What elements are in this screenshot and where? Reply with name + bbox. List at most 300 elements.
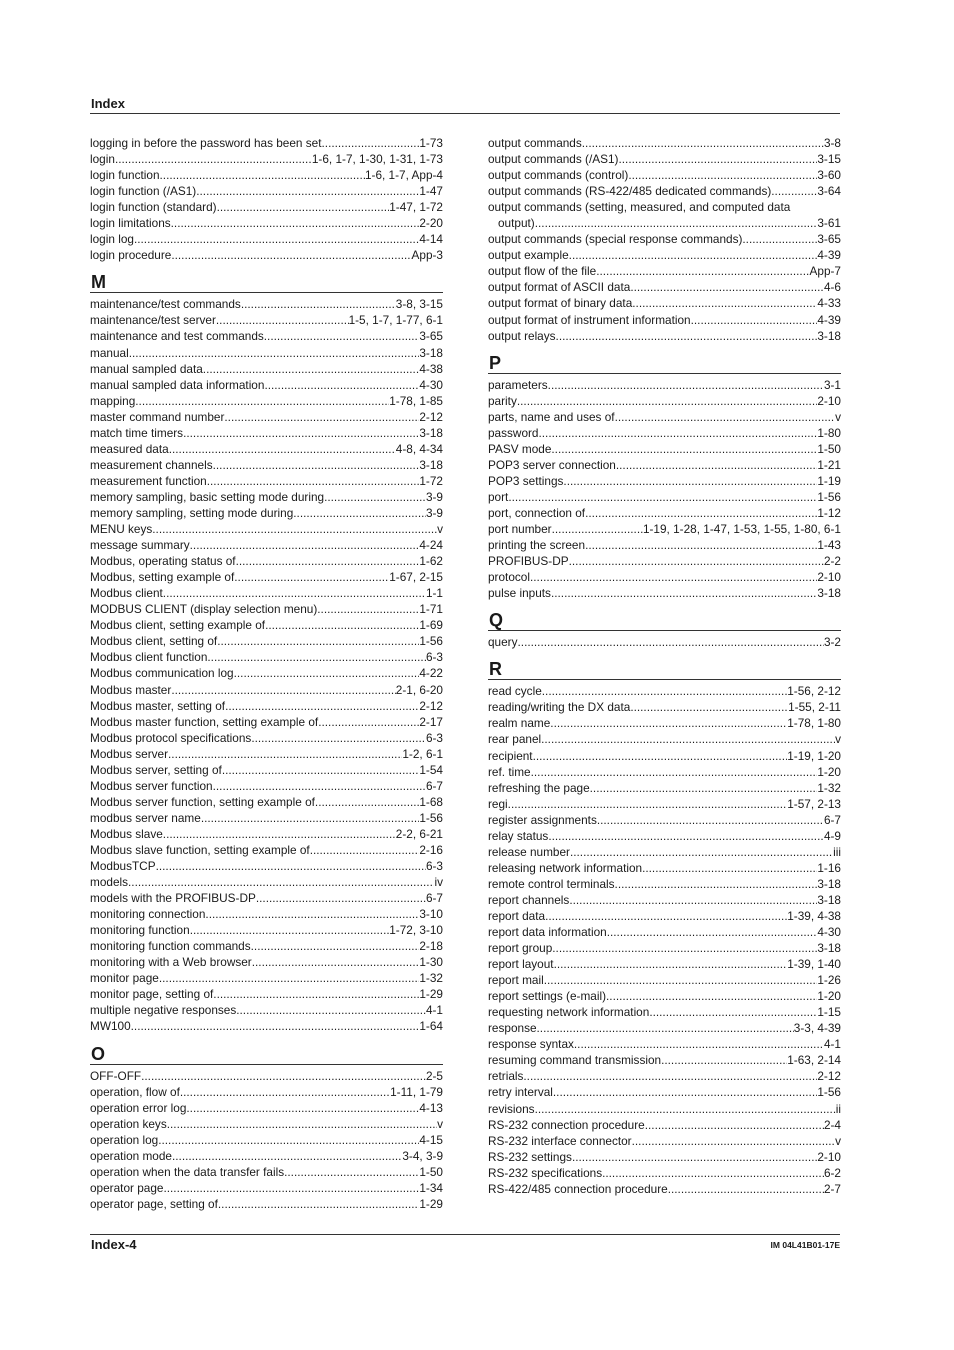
index-entry — [90, 986, 443, 1002]
index-term: memory sampling, basic setting mode during — [90, 489, 325, 504]
index-term: MENU keys — [90, 522, 153, 537]
index-entry — [90, 553, 443, 569]
dot-leader — [553, 1084, 817, 1100]
index-term: monitoring function commands — [90, 939, 251, 954]
index-term: parameters — [488, 377, 548, 392]
dot-leader — [551, 585, 817, 601]
index-term: operation when the data transfer fails — [90, 1164, 285, 1179]
index-pages: 4-30 — [419, 377, 443, 392]
dot-leader — [523, 1068, 817, 1084]
dot-leader — [180, 1084, 390, 1100]
section-letter: Q — [489, 610, 504, 631]
index-term: report data information — [488, 925, 607, 940]
index-entry — [90, 569, 443, 585]
index-entry — [488, 860, 841, 876]
index-term: operation log — [90, 1132, 159, 1147]
dot-leader — [213, 986, 419, 1002]
index-pages: 4-24 — [419, 538, 443, 553]
index-term: Modbus server function — [90, 778, 213, 793]
dot-leader — [251, 730, 426, 746]
index-pages: 1-32 — [419, 971, 443, 986]
index-pages: iv — [434, 875, 443, 890]
dot-leader — [225, 698, 419, 714]
index-pages: 1-47 — [419, 184, 443, 199]
dot-leader — [217, 633, 419, 649]
dot-leader — [131, 1018, 420, 1034]
index-term: realm name — [488, 716, 551, 731]
index-term: multiple negative responses — [90, 1003, 237, 1018]
index-pages: v — [835, 409, 841, 424]
index-pages: 6-2 — [823, 1165, 841, 1180]
index-section — [488, 610, 841, 650]
index-entry — [488, 1117, 841, 1133]
index-term: login log — [90, 232, 134, 247]
index-entry — [488, 135, 841, 151]
index-entry — [90, 938, 443, 954]
index-term: MW100 — [90, 1019, 131, 1034]
index-pages: 6-3 — [425, 650, 443, 665]
index-entry — [488, 876, 841, 892]
section-letter: R — [489, 659, 502, 680]
index-entry — [90, 1132, 443, 1148]
index-entry — [488, 393, 841, 409]
index-entry — [488, 328, 841, 344]
dot-leader — [318, 714, 419, 730]
index-pages: 1-80 — [817, 425, 841, 440]
dot-leader — [771, 183, 817, 199]
index-entry — [90, 505, 443, 521]
index-entry — [90, 377, 443, 393]
index-pages: 1-21 — [817, 457, 841, 472]
index-term: output format of binary data — [488, 296, 633, 311]
dot-leader — [172, 1148, 402, 1164]
dot-leader — [190, 922, 390, 938]
index-pages: 1-19, 1-28, 1-47, 1-53, 1-55, 1-80, 6-1 — [642, 522, 841, 537]
dot-leader — [518, 634, 824, 650]
dot-leader — [607, 924, 818, 940]
index-term: message summary — [90, 538, 190, 553]
index-pages: 3-64 — [817, 184, 841, 199]
dot-leader — [284, 1164, 419, 1180]
index-term: Modbus server — [90, 746, 169, 761]
index-entry — [488, 441, 841, 457]
index-pages: 1-15 — [817, 1005, 841, 1020]
index-term: report settings (e-mail) — [488, 989, 607, 1004]
dot-leader — [251, 938, 420, 954]
index-pages: 3-9 — [425, 489, 443, 504]
index-term: Modbus, operating status of — [90, 554, 236, 569]
index-pages: 2-5 — [425, 1068, 443, 1083]
index-entry — [488, 263, 841, 279]
index-term: rear panel — [488, 732, 542, 747]
index-term: Modbus slave function, setting example of — [90, 842, 310, 857]
index-pages: 3-1 — [823, 377, 841, 392]
index-entry — [90, 151, 443, 167]
index-pages: 2-17 — [419, 714, 443, 729]
index-entry — [90, 762, 443, 778]
index-entry — [90, 714, 443, 730]
footer-page-label: Index-4 — [91, 1237, 137, 1252]
index-pages: 1-6, 1-7, App-4 — [364, 168, 443, 183]
index-entry — [488, 215, 841, 231]
dot-leader — [533, 748, 788, 764]
index-term: OFF-OFF — [90, 1068, 142, 1083]
index-term: retry interval — [488, 1085, 553, 1100]
index-entry — [90, 810, 443, 826]
dot-leader — [207, 649, 426, 665]
dot-leader — [582, 135, 824, 151]
index-term: RS-232 interface connector — [488, 1133, 632, 1148]
index-pages: 2-20 — [419, 216, 443, 231]
index-term: retrials — [488, 1069, 524, 1084]
dot-leader — [216, 312, 349, 328]
dot-leader — [606, 988, 817, 1004]
index-term: RS-422/485 connection procedure — [488, 1181, 668, 1196]
index-entry — [90, 393, 443, 409]
index-entry — [488, 731, 841, 747]
index-entry — [488, 956, 841, 972]
dot-leader — [168, 746, 402, 762]
index-pages: 1-69 — [419, 618, 443, 633]
index-term: login — [90, 152, 115, 167]
index-entry — [90, 794, 443, 810]
index-entry — [90, 537, 443, 553]
index-term: measurement function — [90, 473, 207, 488]
index-entry — [488, 1181, 841, 1197]
index-pages: 2-16 — [419, 842, 443, 857]
index-term: monitoring connection — [90, 907, 206, 922]
index-entry — [90, 842, 443, 858]
index-term: response — [488, 1021, 537, 1036]
index-pages: 1-29 — [419, 1196, 443, 1211]
index-pages: 3-18 — [419, 425, 443, 440]
index-pages: 2-12 — [817, 1069, 841, 1084]
index-term: RS-232 specifications — [488, 1165, 603, 1180]
index-entry — [90, 970, 443, 986]
index-entry — [488, 908, 841, 924]
index-term: monitoring with a Web browser — [90, 955, 252, 970]
dot-leader — [551, 441, 817, 457]
index-entry — [488, 425, 841, 441]
index-pages: 3-65 — [419, 329, 443, 344]
index-term: output format of ASCII data — [488, 280, 631, 295]
index-term: release number — [488, 844, 570, 859]
index-pages: 3-9 — [425, 505, 443, 520]
index-section — [488, 353, 841, 602]
index-term: models with the PROFIBUS-DP — [90, 891, 256, 906]
index-entry — [488, 1101, 841, 1117]
index-term: Modbus client — [90, 586, 163, 601]
index-term: Modbus client function — [90, 650, 208, 665]
index-term: maintenance/test commands — [90, 297, 241, 312]
index-pages: 1-16 — [817, 860, 841, 875]
index-entry — [488, 167, 841, 183]
index-entry — [90, 698, 443, 714]
index-term: POP3 server connection — [488, 457, 616, 472]
index-term: manual sampled data information — [90, 377, 265, 392]
index-pages: 4-9 — [823, 828, 841, 843]
index-term: login procedure — [90, 248, 172, 263]
dot-leader — [256, 890, 426, 906]
index-term: query — [488, 635, 518, 650]
index-section — [90, 1044, 443, 1212]
index-entry — [90, 746, 443, 762]
index-entry — [90, 247, 443, 263]
footer-doc-id: IM 04L41B01-17E — [770, 1240, 840, 1250]
dot-leader — [234, 569, 389, 585]
index-pages: 4-1 — [823, 1037, 841, 1052]
index-term: register assignments — [488, 812, 597, 827]
index-term: protocol — [488, 570, 530, 585]
dot-leader — [169, 441, 396, 457]
index-term: monitor page, setting of — [90, 987, 214, 1002]
index-pages: 3-18 — [817, 892, 841, 907]
index-pages: v — [437, 522, 443, 537]
index-entry — [488, 1004, 841, 1020]
index-pages: 6-7 — [425, 891, 443, 906]
dot-leader — [224, 409, 419, 425]
index-term: RS-232 settings — [488, 1149, 572, 1164]
index-entry — [90, 473, 443, 489]
index-pages: 3-8, 3-15 — [395, 297, 443, 312]
section-rule — [488, 679, 841, 680]
dot-leader — [530, 569, 817, 585]
index-term: operator page, setting of — [90, 1196, 218, 1211]
index-entry — [488, 553, 841, 569]
index-pages: 2-7 — [823, 1181, 841, 1196]
index-pages: 1-32 — [817, 780, 841, 795]
index-term: PASV mode — [488, 441, 552, 456]
dot-leader — [542, 683, 787, 699]
dot-leader — [554, 956, 788, 972]
dot-leader — [218, 1196, 419, 1212]
index-pages: 3-18 — [419, 345, 443, 360]
dot-leader — [159, 970, 420, 986]
dot-leader — [205, 906, 419, 922]
index-pages: 1-19 — [817, 473, 841, 488]
index-entry — [488, 1068, 841, 1084]
dot-leader — [213, 457, 420, 473]
index-pages: 1-56, 2-12 — [787, 684, 841, 699]
index-entry — [488, 473, 841, 489]
index-pages: 1-71 — [419, 602, 443, 617]
index-term: parts, name and uses of — [488, 409, 615, 424]
index-term: refreshing the page — [488, 780, 590, 795]
index-pages: 4-15 — [419, 1132, 443, 1147]
index-pages: App-3 — [411, 248, 443, 263]
index-entry — [488, 521, 841, 537]
dot-leader — [545, 908, 787, 924]
index-entry — [90, 457, 443, 473]
index-term: port, connection of — [488, 505, 586, 520]
dot-leader — [615, 409, 836, 425]
index-pages: 3-60 — [817, 168, 841, 183]
dot-leader — [632, 295, 817, 311]
dot-leader — [668, 1181, 824, 1197]
index-pages: 4-1 — [425, 1003, 443, 1018]
index-entry — [488, 569, 841, 585]
index-entry — [488, 377, 841, 393]
dot-leader — [615, 876, 818, 892]
index-entry — [90, 1196, 443, 1212]
index-pages: 1-20 — [817, 764, 841, 779]
index-term: output commands (special response commands) — [488, 232, 743, 247]
dot-leader — [236, 553, 420, 569]
index-pages: 1-67, 2-15 — [389, 570, 443, 585]
index-term: maintenance/test server — [90, 313, 216, 328]
dot-leader — [616, 457, 818, 473]
dot-leader — [265, 617, 419, 633]
index-entry — [90, 489, 443, 505]
dot-leader — [590, 780, 818, 796]
index-pages: 2-4 — [823, 1117, 841, 1132]
dot-leader — [160, 167, 365, 183]
dot-leader — [541, 731, 835, 747]
dot-leader — [618, 151, 817, 167]
index-term: Modbus server function, setting example of — [90, 794, 315, 809]
index-pages: 4-8, 4-34 — [395, 441, 443, 456]
index-pages: 2-18 — [419, 939, 443, 954]
dot-leader — [596, 263, 809, 279]
index-term: response syntax — [488, 1037, 574, 1052]
dot-leader — [135, 393, 389, 409]
index-entry — [488, 295, 841, 311]
dot-leader — [628, 167, 817, 183]
index-section — [488, 659, 841, 1197]
index-entry — [488, 505, 841, 521]
index-term: Modbus master function, setting example of — [90, 714, 319, 729]
index-pages: 4-39 — [817, 248, 841, 263]
dot-leader — [241, 296, 396, 312]
index-entry — [90, 135, 443, 151]
index-entry — [90, 954, 443, 970]
index-entry — [488, 1149, 841, 1165]
dot-leader — [508, 489, 817, 505]
dot-leader — [264, 377, 419, 393]
index-term: output commands — [488, 136, 582, 150]
index-pages: 1-11, 1-79 — [390, 1084, 443, 1099]
index-pages: 3-3, 4-39 — [793, 1021, 841, 1036]
index-entry — [488, 183, 841, 199]
index-term: ref. time — [488, 764, 531, 779]
index-term: remote control terminals — [488, 876, 615, 891]
index-term: report layout — [488, 957, 554, 972]
index-entry — [488, 844, 841, 860]
index-pages: 3-65 — [817, 232, 841, 247]
dot-leader — [163, 1180, 419, 1196]
section-letter: O — [91, 1043, 106, 1064]
dot-leader — [158, 1132, 419, 1148]
index-entry — [90, 312, 443, 328]
index-term: Modbus slave — [90, 826, 163, 841]
index-term: output format of instrument information — [488, 312, 691, 327]
index-term: Modbus master — [90, 682, 172, 697]
dot-leader — [535, 215, 818, 231]
section-rule — [488, 630, 841, 631]
index-pages: 4-39 — [817, 312, 841, 327]
index-pages: 1-50 — [817, 441, 841, 456]
index-pages: 1-63, 2-14 — [787, 1053, 841, 1068]
index-entry — [488, 1036, 841, 1052]
index-pages: 1-39, 1-40 — [787, 957, 841, 972]
dot-leader — [552, 521, 643, 537]
dot-leader — [544, 972, 818, 988]
index-pages: 6-7 — [823, 812, 841, 827]
index-term: operation error log — [90, 1100, 187, 1115]
index-term: report mail — [488, 973, 544, 988]
index-entry — [488, 199, 841, 215]
index-term: port — [488, 489, 509, 504]
index-pages: ii — [835, 1101, 841, 1116]
index-term: printing the screen — [488, 538, 586, 553]
index-entry — [90, 874, 443, 890]
index-entry — [488, 247, 841, 263]
index-entry — [90, 1116, 443, 1132]
index-entry — [488, 780, 841, 796]
index-pages: 4-14 — [419, 232, 443, 247]
index-term: Modbus server, setting of — [90, 762, 222, 777]
index-entry — [90, 682, 443, 698]
index-entry — [488, 1084, 841, 1100]
index-term: output commands (control) — [488, 168, 629, 183]
index-pages: 1-26 — [817, 973, 841, 988]
index-pages: 1-34 — [419, 1180, 443, 1195]
dot-leader — [167, 1116, 437, 1132]
index-entry — [90, 409, 443, 425]
index-term: login limitations — [90, 216, 171, 231]
dot-leader — [569, 553, 824, 569]
index-pages: 1-5, 1-7, 1-77, 6-1 — [348, 313, 443, 328]
index-entry — [90, 585, 443, 601]
index-term: output example — [488, 248, 569, 263]
index-term: login function — [90, 168, 160, 183]
index-pages: 3-8 — [823, 136, 841, 150]
index-pages: 1-78, 1-85 — [389, 393, 443, 408]
dot-leader — [156, 858, 426, 874]
index-entry — [90, 521, 443, 537]
dot-leader — [742, 231, 817, 247]
index-entry — [488, 489, 841, 505]
index-term: operator page — [90, 1180, 164, 1195]
dot-leader — [234, 665, 420, 681]
index-entry — [90, 183, 443, 199]
section-letter: P — [489, 352, 502, 373]
dot-leader — [642, 860, 817, 876]
index-entry — [90, 345, 443, 361]
dot-leader — [322, 135, 420, 151]
dot-leader — [310, 842, 420, 858]
index-entry — [488, 537, 841, 553]
dot-leader — [222, 762, 420, 778]
dot-leader — [537, 1020, 794, 1036]
footer-rule — [90, 1234, 840, 1235]
dot-leader — [128, 874, 434, 890]
index-pages: 3-4, 3-9 — [402, 1148, 443, 1163]
dot-leader — [141, 1068, 426, 1084]
index-term: recipient — [488, 748, 533, 763]
dot-leader — [535, 1101, 836, 1117]
index-pages: 1-29 — [419, 987, 443, 1002]
index-pages: 1-56 — [817, 489, 841, 504]
index-term: pulse inputs — [488, 586, 551, 601]
index-term: Modbus protocol specifications — [90, 730, 252, 745]
index-term: master command number — [90, 409, 225, 424]
index-term: output flow of the file — [488, 264, 597, 279]
index-term: output commands (RS-422/485 dedicated commands) — [488, 184, 772, 199]
dot-leader — [539, 425, 818, 441]
index-pages: 1-78, 1-80 — [787, 716, 841, 731]
index-pages: 2-2 — [823, 554, 841, 569]
